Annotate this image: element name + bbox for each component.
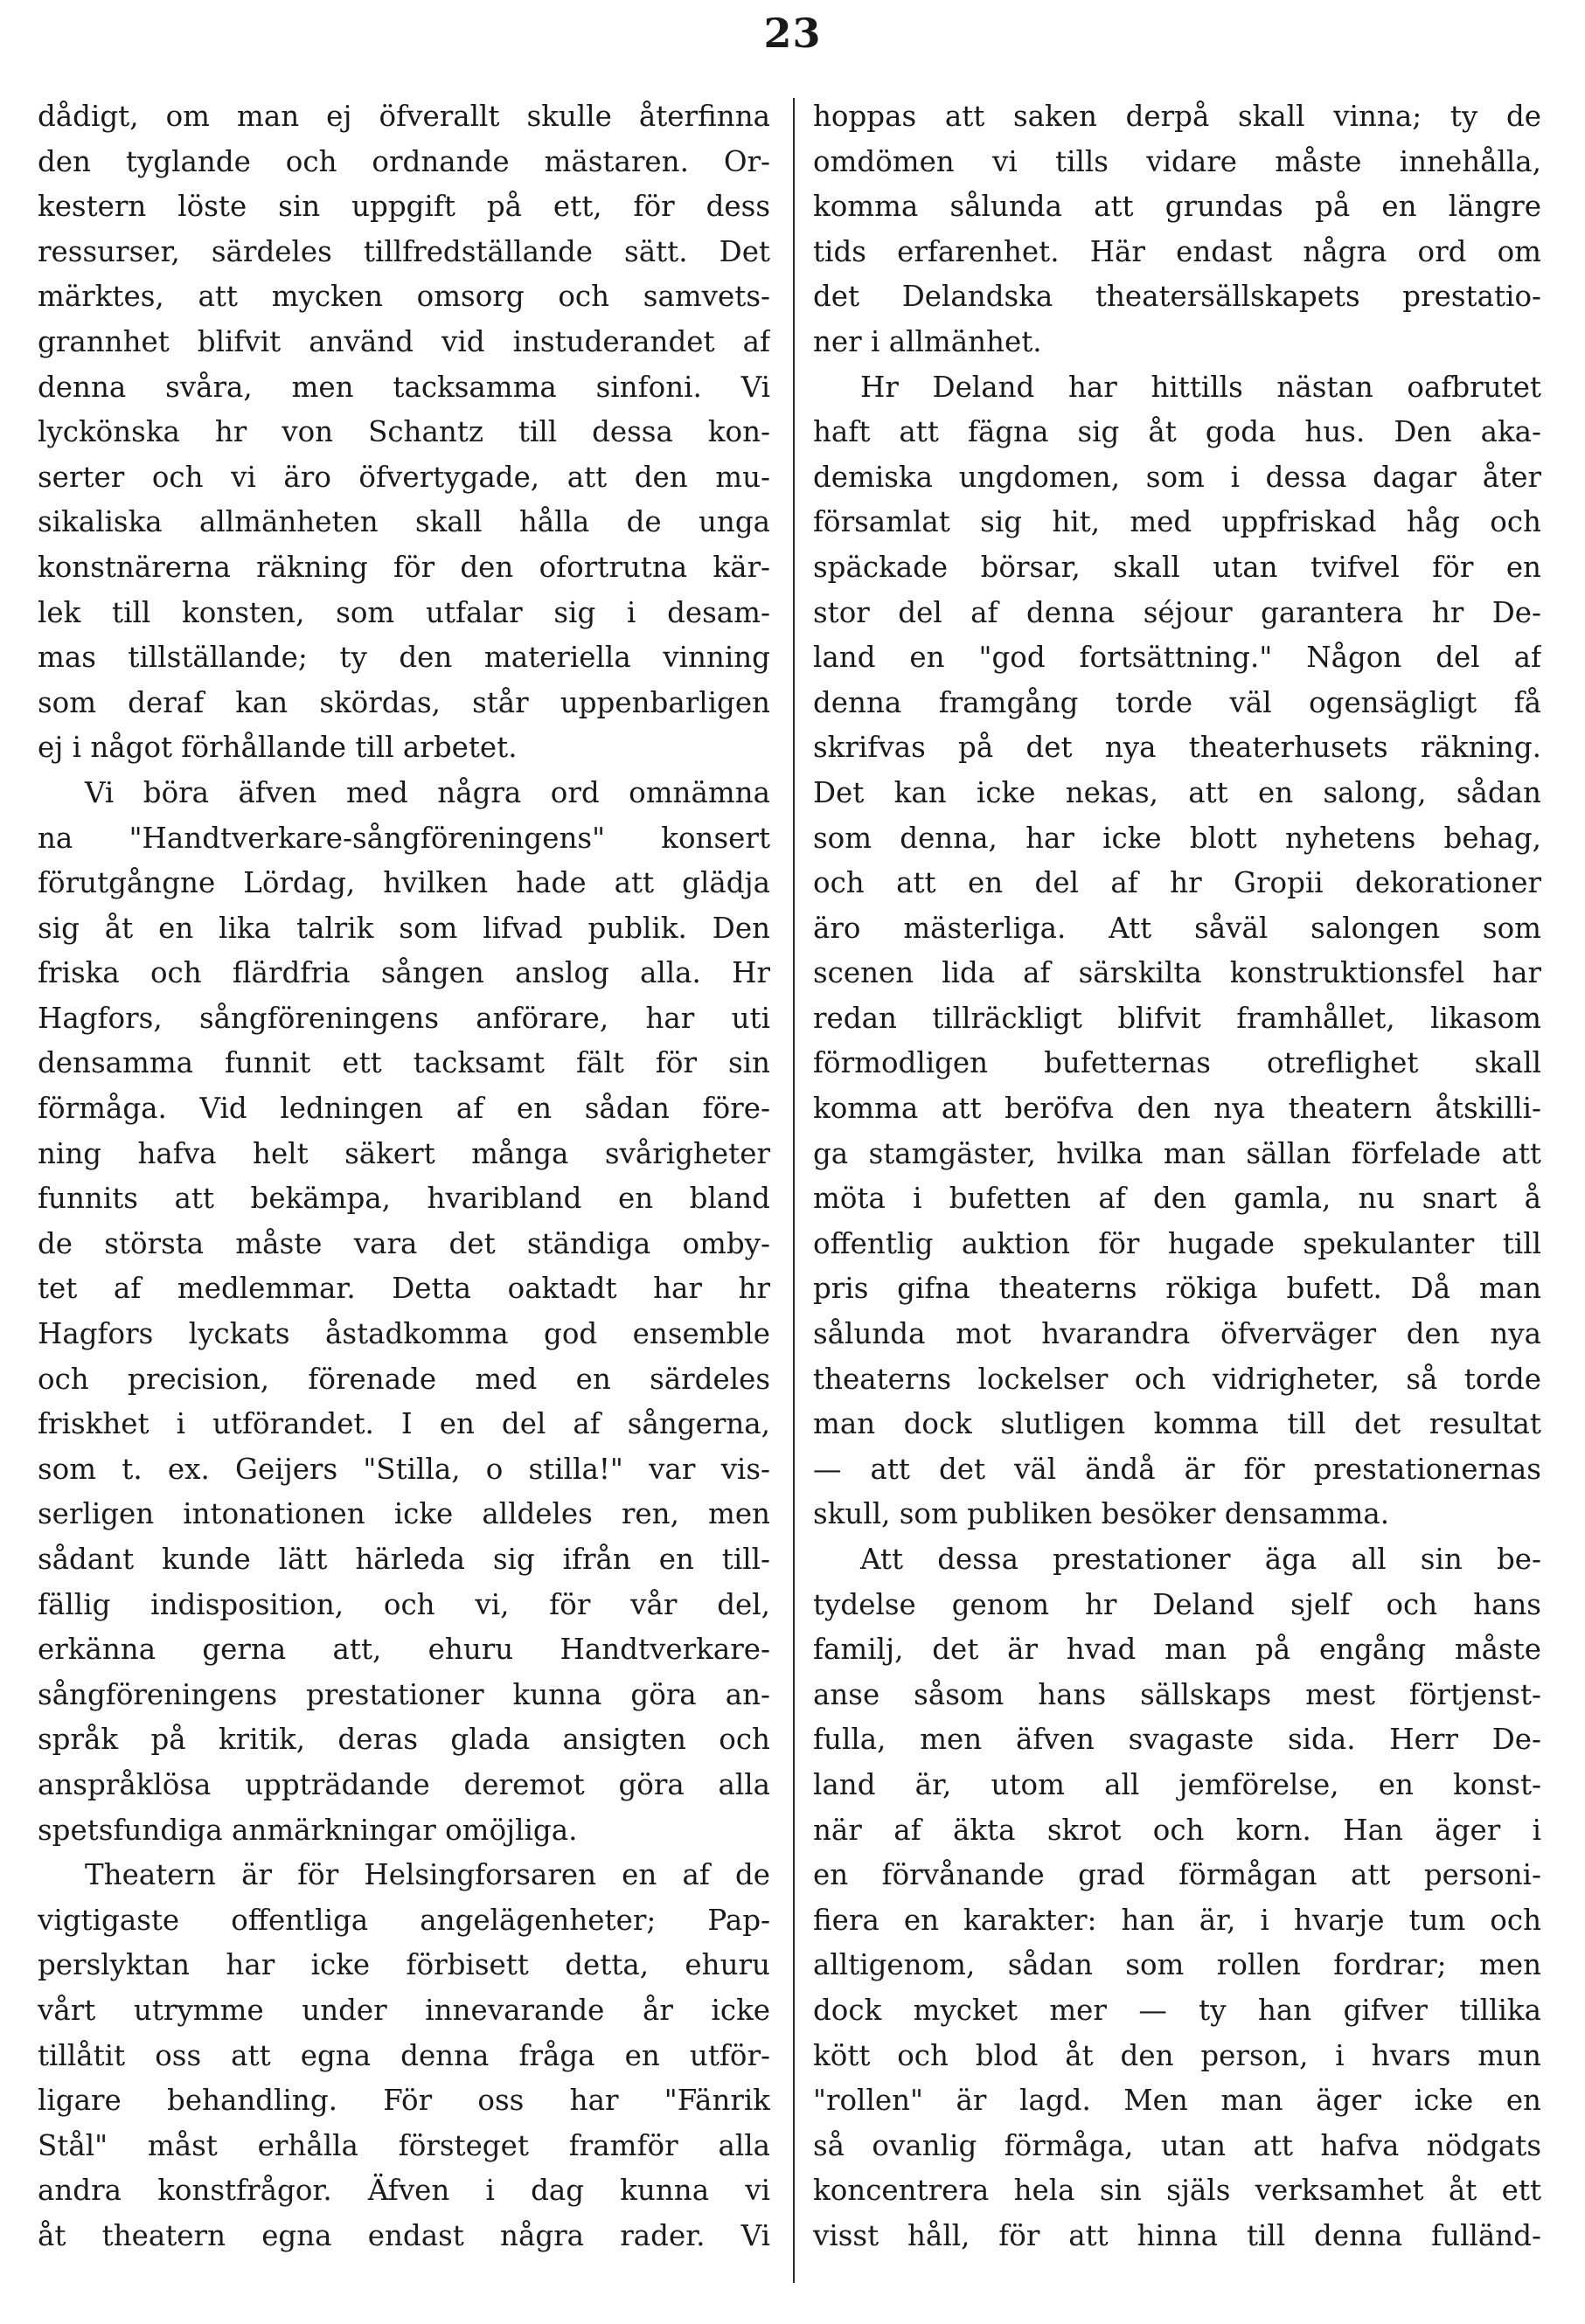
text-line: och att en del af hr Gropii dekorationer <box>813 866 1541 900</box>
text-line: så ovanlig förmåga, utan att hafva nödgats <box>813 2128 1541 2162</box>
text-line: som denna, har icke blott nyhetens behag, <box>813 821 1541 855</box>
text-line: land en "god fortsättning." Någon del af <box>813 641 1541 675</box>
text-line: alltigenom, sådan som rollen fordrar; men <box>813 1948 1541 1982</box>
text-line: serter och vi äro öfvertygade, att den mu- <box>38 460 770 494</box>
text-line: späckade börsar, skall utan tvifvel för en <box>813 550 1541 584</box>
text-line: friska och flärdfria sången anslog alla. Hr <box>38 956 770 990</box>
text-line: man dock slutligen komma till det resultat <box>813 1407 1541 1441</box>
text-line: vårt utrymme under innevarande år icke <box>38 1993 770 2027</box>
text-line: och precision, förenade med en särdeles <box>38 1362 770 1396</box>
text-line: — att det väl ändå är för prestationernas <box>813 1452 1541 1486</box>
text-line: scenen lida af särskilta konstruktionsfel har <box>813 956 1541 990</box>
text-line: stor del af denna séjour garantera hr De- <box>813 595 1541 629</box>
text-line: funnits att bekämpa, hvaribland en bland <box>38 1182 770 1216</box>
text-line: fulla, men äfven svagaste sida. Herr De- <box>813 1723 1541 1757</box>
text-line: densamma funnit ett tacksamt fält för sin <box>38 1046 770 1080</box>
text-line: skrifvas på det nya theaterhusets räkning. <box>813 731 1541 765</box>
text-line: äro mästerliga. Att såväl salongen som <box>813 911 1541 945</box>
text-line: förutgångne Lördag, hvilken hade att glädja <box>38 866 770 900</box>
right-column <box>813 94 1541 2259</box>
text-line: Hagfors, sångföreningens anförare, har uti <box>38 1001 770 1035</box>
text-line: grannhet blifvit använd vid instuderandet af <box>38 324 770 358</box>
text-line: Stål" måst erhålla försteget framför alla <box>38 2128 770 2162</box>
text-line: en förvånande grad förmågan att personi- <box>813 1858 1541 1892</box>
text-line: friskhet i utförandet. I en del af sångerna, <box>38 1407 770 1441</box>
text-line: komma att beröfva den nya theatern åtskilli- <box>813 1092 1541 1126</box>
text-line: tids erfarenhet. Här endast några ord om <box>813 234 1541 268</box>
text-line: redan tillräckligt blifvit framhållet, likasom <box>813 1001 1541 1035</box>
text-line: visst håll, för att hinna till denna fulländ- <box>813 2218 1541 2252</box>
text-line: ner i allmänhet. <box>813 324 1042 358</box>
text-line: familj, det är hvad man på engång måste <box>813 1633 1541 1667</box>
text-line: när af äkta skrot och korn. Han äger i <box>813 1813 1541 1847</box>
text-line: möta i bufetten af den gamla, nu snart å <box>813 1182 1541 1216</box>
left-column <box>38 94 770 2259</box>
text-line: skull, som publiken besöker densamma. <box>813 1497 1390 1531</box>
text-line: denna svåra, men tacksamma sinfoni. Vi <box>38 370 770 404</box>
page-number: 23 <box>763 10 822 57</box>
text-line: ning hafva helt säkert många svårigheter <box>38 1136 770 1170</box>
text-line: perslyktan har icke förbisett detta, ehuru <box>38 1948 770 1982</box>
text-line: sålunda mot hvarandra öfverväger den nya <box>813 1317 1541 1351</box>
text-line: vigtigaste offentliga angelägenheter; Pap- <box>38 1903 770 1937</box>
text-line: församlat sig hit, med uppfriskad håg och <box>813 505 1541 539</box>
text-line: dock mycket mer — ty han gifver tillika <box>813 1993 1541 2027</box>
text-line: Vi böra äfven med några ord omnämna <box>85 775 770 809</box>
column-divider <box>793 98 795 2283</box>
text-line: tillåtit oss att egna denna fråga en utför- <box>38 2038 770 2072</box>
text-line: fiera en karakter: han är, i hvarje tum och <box>813 1903 1541 1937</box>
text-line: haft att fägna sig åt goda hus. Den aka- <box>813 415 1541 449</box>
text-line: serligen intonationen icke alldeles ren, men <box>38 1497 770 1531</box>
text-line: som t. ex. Geijers "Stilla, o stilla!" var vis- <box>38 1452 770 1486</box>
text-line: Hr Deland har hittills nästan oafbrutet <box>860 370 1541 404</box>
text-line: kestern löste sin uppgift på ett, för dess <box>38 190 770 224</box>
text-line: som deraf kan skördas, står uppenbarligen <box>38 685 770 719</box>
text-line: erkänna gerna att, ehuru Handtverkare- <box>38 1633 770 1667</box>
text-line: tydelse genom hr Deland sjelf och hans <box>813 1587 1541 1621</box>
text-line: åt theatern egna endast några rader. Vi <box>38 2218 770 2252</box>
text-line: den tyglande och ordnande mästaren. Or- <box>38 144 770 178</box>
text-line: kött och blod åt den person, i hvars mun <box>813 2038 1541 2072</box>
text-line: spetsfundiga anmärkningar omöjliga. <box>38 1813 578 1847</box>
text-line: ligare behandling. För oss har "Fänrik <box>38 2084 770 2118</box>
text-line: denna framgång torde väl ogensägligt få <box>813 685 1541 719</box>
text-line: ga stamgäster, hvilka man sällan förfelade att <box>813 1136 1541 1170</box>
text-line: förmåga. Vid ledningen af en sådan före- <box>38 1092 770 1126</box>
text-line: anspråklösa uppträdande deremot göra alla <box>38 1767 770 1801</box>
text-line: pris gifna theaterns rökiga bufett. Då man <box>813 1272 1541 1306</box>
text-line: konstnärerna räkning för den ofortrutna kär- <box>38 550 770 584</box>
text-line: mas tillställande; ty den materiella vinning <box>38 641 770 675</box>
text-line: anse såsom hans sällskaps mest förtjenst- <box>813 1677 1541 1711</box>
text-line: offentlig auktion för hugade spekulanter till <box>813 1226 1541 1260</box>
text-line: ej i något förhållande till arbetet. <box>38 731 518 765</box>
text-line: ressurser, särdeles tillfredställande sätt. Det <box>38 234 770 268</box>
text-line: språk på kritik, deras glada ansigten och <box>38 1723 770 1757</box>
text-line: omdömen vi tills vidare måste innehålla, <box>813 144 1541 178</box>
text-line: det Delandska theatersällskapets prestatio- <box>813 280 1541 314</box>
text-line: Att dessa prestationer äga all sin be- <box>860 1543 1541 1576</box>
text-line: sikaliska allmänheten skall hålla de unga <box>38 505 770 539</box>
text-line: na "Handtverkare-sångföreningens" konsert <box>38 821 770 855</box>
text-line: tet af medlemmar. Detta oaktadt har hr <box>38 1272 770 1306</box>
text-line: sångföreningens prestationer kunna göra an- <box>38 1677 770 1711</box>
text-line: de största måste vara det ständiga omby- <box>38 1226 770 1260</box>
text-line: Theatern är för Helsingforsaren en af de <box>85 1858 770 1892</box>
text-line: förmodligen bufetternas otreflighet skall <box>813 1046 1541 1080</box>
text-line: demiska ungdomen, som i dessa dagar åter <box>813 460 1541 494</box>
text-line: märktes, att mycken omsorg och samvets- <box>38 280 770 314</box>
text-line: andra konstfrågor. Äfven i dag kunna vi <box>38 2174 770 2208</box>
text-line: sig åt en lika talrik som lifvad publik. Den <box>38 911 770 945</box>
text-line: sådant kunde lätt härleda sig ifrån en till- <box>38 1543 770 1576</box>
text-line: fällig indisposition, och vi, för vår del, <box>38 1587 770 1621</box>
text-line: Hagfors lyckats åstadkomma god ensemble <box>38 1317 770 1351</box>
text-line: komma sålunda att grundas på en längre <box>813 190 1541 224</box>
text-line: hoppas att saken derpå skall vinna; ty de <box>813 100 1541 133</box>
text-line: Det kan icke nekas, att en salong, sådan <box>813 775 1541 809</box>
text-line: koncentrera hela sin själs verksamhet åt ett <box>813 2174 1541 2208</box>
text-line: "rollen" är lagd. Men man äger icke en <box>813 2084 1541 2118</box>
text-line: lyckönska hr von Schantz till dessa kon- <box>38 415 770 449</box>
text-line: lek till konsten, som utfalar sig i desam- <box>38 595 770 629</box>
text-line: land är, utom all jemförelse, en konst- <box>813 1767 1541 1801</box>
text-line: dådigt, om man ej öfverallt skulle återfinna <box>38 100 770 133</box>
text-line: theaterns lockelser och vidrigheter, så torde <box>813 1362 1541 1396</box>
